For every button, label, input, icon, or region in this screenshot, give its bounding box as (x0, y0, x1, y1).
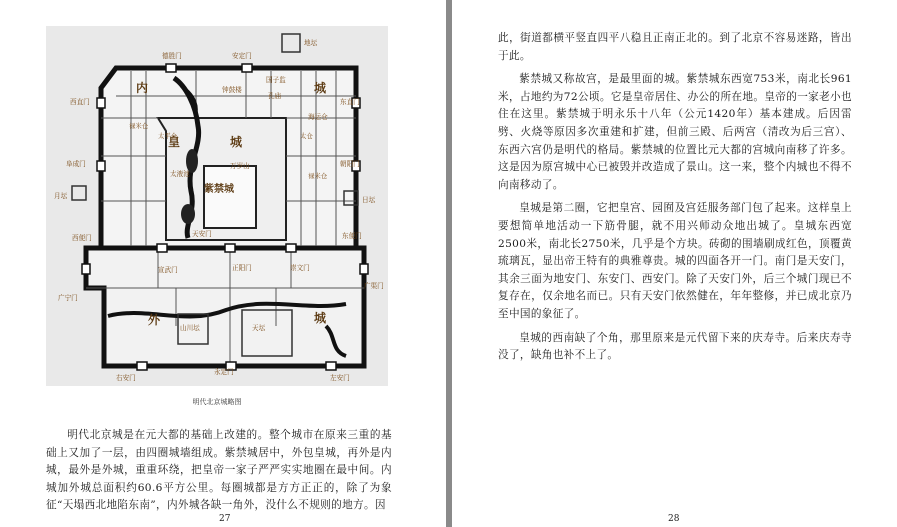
label-dishengmen: 德胜门 (162, 52, 182, 60)
right-paragraph-3: 皇城是第二圈，它把皇宫、园囿及宫廷服务部门包了起来。这样皇上要想简单地活动一下筋骨腿，就不用兴师动众地出城了。皇城东西宽2500米，南北长2750米，几乎是个方块。砖砌的围墙刷成红色，顶覆黄琉璃瓦，显出帝王特有的典雅尊贵。城的四面各开一门。南门是天安门，其余三面为地安门、东安门、西安门。除了天安门外，后三个城门现已不复存在，仅余地名而已。只有天安门依然健在，年年整修，并已成北京乃至中国的象征了。 (498, 202, 852, 320)
label-yuetan: 月坛 (54, 192, 68, 200)
label-tiantan: 天坛 (252, 324, 266, 332)
left-page (0, 0, 446, 527)
right-page (452, 0, 897, 527)
beijing-map (46, 26, 388, 386)
page-number-right: 28 (668, 514, 680, 524)
left-paragraph: 明代北京城是在元大都的基础上改建的。整个城市在原来三重的基础上又加了一层，由四圈城墙组成。紫禁城居中，外包皇城，再外是内城，最外是外城，重重环绕，把皇帝一家子严严实实地圈在最中间。内城加外城总面积约60.6平方公里。每圈城都是方方正正的，除了为象征“天塌西北地陷东南”，内外城各缺一角外，没什么不规则的地方。因 (46, 429, 392, 512)
label-youanmen: 右安门 (116, 374, 136, 382)
figure-caption: 明代北京城略图 (192, 398, 242, 406)
label-tiananmen: 天安门 (192, 230, 212, 238)
label-taiyechi: 太液池 (170, 170, 190, 178)
label-zuoanmen: 左安门 (330, 374, 350, 382)
beijing-map-figure (46, 26, 388, 386)
label-chongwenmen: 崇文门 (290, 264, 310, 272)
label-cheng2: 城 (230, 135, 243, 149)
right-paragraph-4: 皇城的西南缺了个角，那里原来是元代留下来的庆寿寺。后来庆寿寺没了，缺角也补不上了。 (498, 331, 852, 362)
label-andingmen: 安定门 (232, 52, 252, 60)
label-huang: 皇 (168, 135, 181, 149)
label-cheng3: 城 (314, 311, 327, 325)
left-body-text (46, 427, 392, 521)
label-zhengyangmen: 正阳门 (232, 264, 252, 272)
label-guangqumen: 广渠门 (364, 282, 384, 290)
label-fuchengmen: 阜成门 (66, 160, 86, 168)
label-chaoyangmen: 朝阳门 (340, 160, 360, 168)
label-lvmi: 禄米仓 (129, 122, 149, 130)
label-dongbianmen: 东便门 (342, 232, 362, 240)
label-ditan: 地坛 (304, 39, 318, 47)
label-xuanwumen: 宣武门 (158, 266, 178, 274)
label-shanchuantan: 山川坛 (180, 324, 200, 332)
label-guozijian: 国子监 (266, 76, 286, 84)
label-guanganmen: 广宁门 (58, 294, 78, 302)
right-paragraph-2: 紫禁城又称故宫，是最里面的城。紫禁城东西宽753米，南北长961米，占地约为72公顷。它是皇帝居住、办公的所在地。皇帝的一家老小也住在这里。紫禁城于明永乐十八年（公元1420年）基本建成。后因雷劈、火烧等原因多次重建和扩建，但前三殿、后两宫（清改为后三宫）、东西六宫仍是明代的格局。紫禁城的位置比元大都的宫城向南移了许多。这是因为原宫城中心已被毁并改造成了景山。这一来，整个内城也不得不向南移动了。 (498, 73, 852, 191)
right-paragraph-1: 此，街道都横平竖直四平八稳且正南正北的。到了北京不容易迷路，皆出于此。 (498, 32, 852, 62)
page-number-left: 27 (219, 514, 231, 524)
label-wai: 外 (148, 313, 161, 327)
label-yongdingmen: 永定门 (214, 368, 234, 376)
label-kongmiao: 孔庙 (268, 92, 282, 100)
label-ritan: 日坛 (362, 196, 376, 204)
label-wansuishan: 万岁山 (230, 162, 250, 170)
label-hainei: 海运仓 (308, 113, 328, 121)
label-nei: 内 (136, 81, 149, 95)
right-body-text (498, 30, 852, 371)
label-lumi2: 禄米仓 (308, 172, 328, 180)
label-taicang: 太仓 (300, 132, 313, 140)
label-cheng1: 城 (314, 81, 327, 95)
label-xibianmen: 西便门 (72, 234, 92, 242)
label-zhonggulou: 钟鼓楼 (222, 86, 242, 94)
label-zijincheng: 紫禁城 (204, 184, 234, 195)
label-taiping: 太平仓 (158, 132, 178, 140)
label-dongzhimen: 东直门 (340, 98, 360, 106)
label-xizhimen: 西直门 (70, 98, 90, 106)
